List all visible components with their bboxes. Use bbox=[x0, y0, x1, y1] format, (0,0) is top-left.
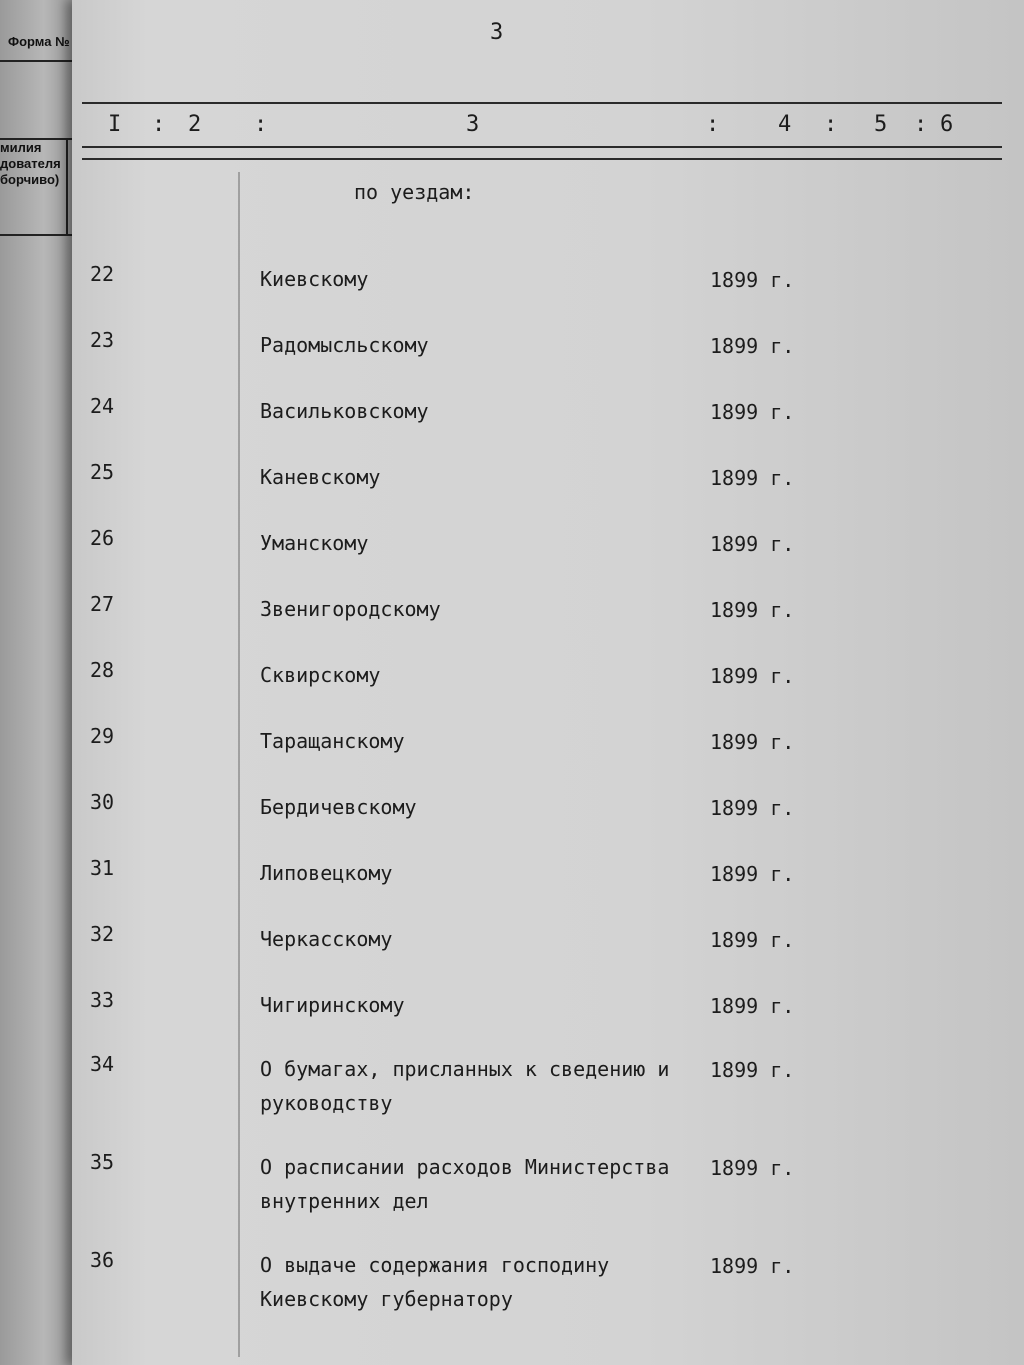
entry-year: 1899 г. bbox=[710, 862, 795, 886]
entry-title: Липовецкому bbox=[260, 861, 393, 885]
column-header: I bbox=[108, 112, 122, 137]
entry-title: Каневскому bbox=[260, 465, 381, 489]
underlying-rule bbox=[0, 234, 72, 236]
entry-year: 1899 г. bbox=[710, 1254, 795, 1278]
entry-number: 23 bbox=[90, 328, 115, 352]
inventory-page bbox=[72, 0, 1024, 1365]
column-header: : bbox=[152, 112, 166, 137]
entry-title: Васильковскому bbox=[260, 399, 429, 423]
entry-number: 32 bbox=[90, 922, 115, 946]
entry-number: 31 bbox=[90, 856, 115, 880]
entry-year: 1899 г. bbox=[710, 400, 795, 424]
entry-year: 1899 г. bbox=[710, 334, 795, 358]
underlying-column-line bbox=[66, 140, 68, 235]
entry-year: 1899 г. bbox=[710, 1058, 795, 1082]
entry-number: 36 bbox=[90, 1248, 115, 1272]
entry-title: Уманскому bbox=[260, 531, 369, 555]
entry-title: Радомысльскому bbox=[260, 333, 429, 357]
underlying-sheet bbox=[0, 0, 80, 1365]
entry-number: 27 bbox=[90, 592, 115, 616]
underlying-header-line: борчиво) bbox=[0, 172, 60, 187]
entry-number: 34 bbox=[90, 1052, 115, 1076]
entry-title: Киевскому bbox=[260, 267, 369, 291]
entry-title: Звенигородскому bbox=[260, 597, 441, 621]
entry-title: Черкасскому bbox=[260, 927, 393, 951]
underlying-header-line: дователя bbox=[0, 156, 61, 171]
entry-title: О выдаче содержания господину Киевскому губернатору bbox=[260, 1253, 610, 1311]
entry-title: Сквирскому bbox=[260, 663, 381, 687]
entry-year: 1899 г. bbox=[710, 928, 795, 952]
entry-year: 1899 г. bbox=[710, 730, 795, 754]
page-number: 3 bbox=[490, 20, 504, 45]
section-subheading: по уездам: bbox=[354, 180, 475, 204]
entry-year: 1899 г. bbox=[710, 994, 795, 1018]
entry-number: 26 bbox=[90, 526, 115, 550]
underlying-rule bbox=[0, 60, 72, 62]
entry-year: 1899 г. bbox=[710, 268, 795, 292]
column-header: 3 bbox=[466, 112, 480, 137]
entry-number: 29 bbox=[90, 724, 115, 748]
column-header: : bbox=[706, 112, 720, 137]
header-rule-middle bbox=[82, 146, 1002, 148]
entry-number: 33 bbox=[90, 988, 115, 1012]
entry-year: 1899 г. bbox=[710, 532, 795, 556]
entry-title: О бумагах, присланных к сведению и руководству bbox=[260, 1057, 670, 1115]
entry-year: 1899 г. bbox=[710, 796, 795, 820]
entry-title: О расписании расходов Министерства внутренних дел bbox=[260, 1155, 670, 1213]
entry-number: 30 bbox=[90, 790, 115, 814]
column-separator bbox=[238, 172, 240, 1357]
entry-year: 1899 г. bbox=[710, 664, 795, 688]
header-rule-top bbox=[82, 102, 1002, 104]
entry-number: 22 bbox=[90, 262, 115, 286]
column-header: : bbox=[824, 112, 838, 137]
underlying-header-label bbox=[0, 140, 72, 188]
entry-year: 1899 г. bbox=[710, 1156, 795, 1180]
column-header: 6 bbox=[940, 112, 954, 137]
column-header: 4 bbox=[778, 112, 792, 137]
entry-title: Чигиринскому bbox=[260, 993, 405, 1017]
entry-year: 1899 г. bbox=[710, 598, 795, 622]
entry-number: 24 bbox=[90, 394, 115, 418]
entry-number: 35 bbox=[90, 1150, 115, 1174]
form-label: Форма № bbox=[8, 34, 70, 49]
entry-number: 28 bbox=[90, 658, 115, 682]
column-header: : bbox=[254, 112, 268, 137]
column-header: 5 bbox=[874, 112, 888, 137]
entry-title: Бердичевскому bbox=[260, 795, 417, 819]
underlying-header-line: милия bbox=[0, 140, 42, 155]
entry-number: 25 bbox=[90, 460, 115, 484]
header-rule-bottom bbox=[82, 158, 1002, 160]
entry-year: 1899 г. bbox=[710, 466, 795, 490]
column-header: 2 bbox=[188, 112, 202, 137]
entry-title: Таращанскому bbox=[260, 729, 405, 753]
column-header: : bbox=[914, 112, 928, 137]
